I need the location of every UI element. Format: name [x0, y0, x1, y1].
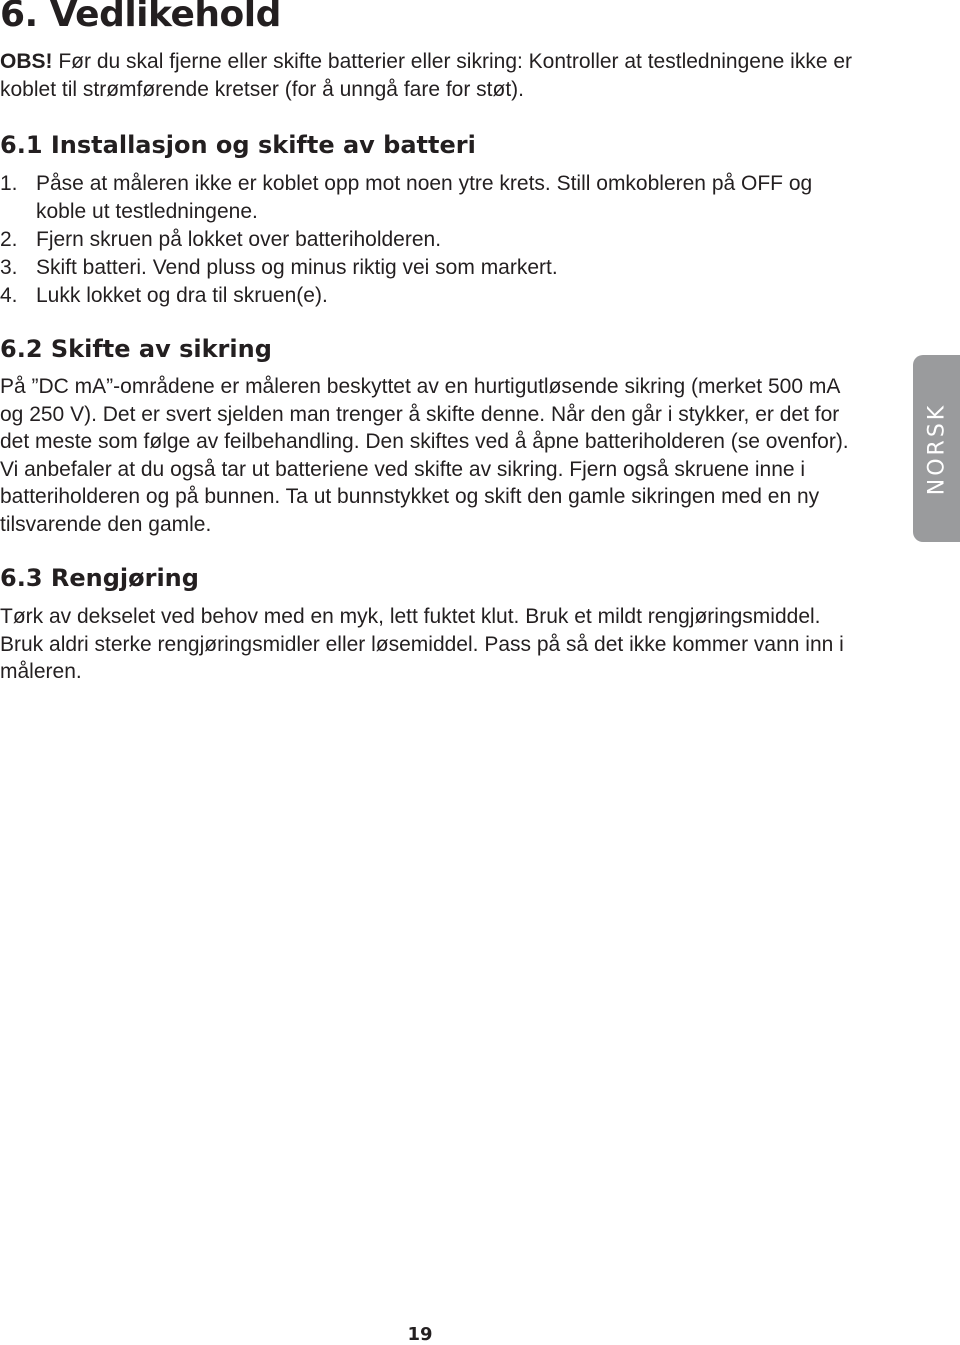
section-heading-battery: 6.1 Installasjon og skifte av batteri — [0, 131, 476, 159]
step-text: Fjern skruen på lokket over batteriholderen. — [36, 228, 442, 251]
safety-warning — [0, 48, 860, 104]
cleaning-paragraph: Tørk av dekselet ved behov med en myk, lett fuktet klut. Bruk et mildt rengjøringsmiddel. Bruk aldri sterke rengjøringsmidler eller løsemiddel. Pass på så det ikke kommer vann inn i måleren. — [0, 605, 844, 683]
step-text: Lukk lokket og dra til skruen(e). — [36, 284, 328, 307]
page-number: 19 — [407, 1324, 433, 1345]
warning-label: OBS! — [0, 50, 53, 73]
step-text: Påse at måleren ikke er koblet opp mot noen ytre krets. Still omkobleren på OFF og koble ut testledningene. — [36, 172, 813, 223]
step-number: 2. — [0, 228, 18, 251]
list-item — [0, 226, 860, 254]
language-tab — [913, 355, 960, 542]
fuse-paragraph: På ”DC mA”-områdene er måleren beskyttet av en hurtigutløsende sikring (merket 500 mA og 250 V). Det er svert sjelden man trenger å skifte denne. Når den går i stykker, er det for det meste som følge av feilbehandling. Den skiftes ved å åpne batteriholderen (se ovenfor). Vi anbefaler at du også tar ut batteriene ved skifte av sikring. Fjern også skruene inne i batteriholderen og på bunnen. Ta ut bunnstykket og skift den gamle sikringen med en ny tilsvarende den gamle. — [0, 375, 849, 536]
warning-text: Før du skal fjerne eller skifte batterier eller sikring: Kontroller at testledningene ikke er koblet til strømførende kretser (for å unngå fare for støt). — [0, 50, 853, 101]
list-item — [0, 282, 860, 310]
language-tab-label: NORSK — [924, 402, 949, 495]
page-title: 6. Vedlikehold — [0, 0, 281, 35]
list-item — [0, 170, 860, 226]
step-number: 3. — [0, 256, 18, 279]
section-heading-cleaning: 6.3 Rengjøring — [0, 564, 199, 592]
step-text: Skift batteri. Vend pluss og minus riktig vei som markert. — [36, 256, 558, 279]
list-item — [0, 254, 860, 282]
step-number: 1. — [0, 172, 18, 195]
step-number: 4. — [0, 284, 18, 307]
section-heading-fuse: 6.2 Skifte av sikring — [0, 335, 272, 363]
battery-steps-list — [0, 170, 860, 310]
